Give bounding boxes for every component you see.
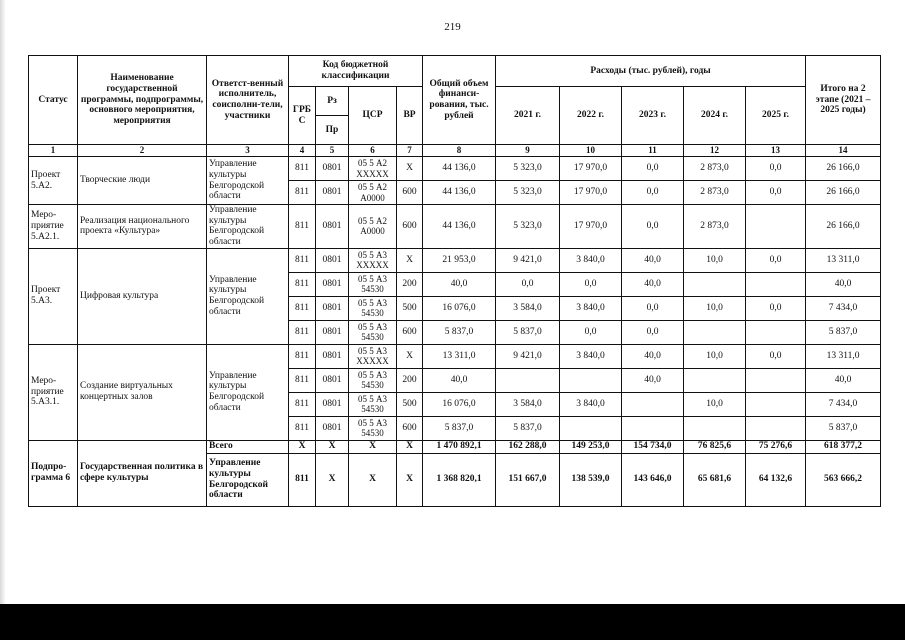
name-cell: Реализация национального проекта «Культура» — [78, 205, 207, 249]
y2023-cell: 0,0 — [622, 205, 684, 249]
vr-cell: 500 — [397, 392, 423, 416]
y2022-cell: 17 970,0 — [560, 157, 622, 181]
y2024-cell: 10,0 — [684, 344, 746, 368]
y2023-cell: 0,0 — [622, 296, 684, 320]
y2021-cell: 5 837,0 — [496, 320, 560, 344]
y2021-cell: 0,0 — [496, 272, 560, 296]
grbs-cell: 811 — [289, 157, 316, 181]
y2021-cell — [496, 368, 560, 392]
csr-cell: 05 5 А3 54530 — [349, 416, 397, 440]
stage-total-cell: 26 166,0 — [806, 205, 881, 249]
y2024-cell — [684, 368, 746, 392]
y2023-cell: 40,0 — [622, 248, 684, 272]
header-total-volume: Общий объем финанси-рования, тыс. рублей — [423, 56, 496, 145]
y2022-cell — [560, 416, 622, 440]
executor-cell: Управление культуры Белгородской области — [207, 205, 289, 249]
rz-pr-cell: 0801 — [316, 205, 349, 249]
y2023-cell: 143 646,0 — [622, 453, 684, 506]
header-expenses: Расходы (тыс. рублей), годы — [496, 56, 806, 87]
stage-total-cell: 618 377,2 — [806, 440, 881, 453]
rz-pr-cell: 0801 — [316, 416, 349, 440]
y2021-cell: 151 667,0 — [496, 453, 560, 506]
vr-cell: X — [397, 157, 423, 181]
executor-cell: Управление культуры Белгородской области — [207, 157, 289, 205]
rz-pr-cell: 0801 — [316, 181, 349, 205]
y2024-cell: 76 825,6 — [684, 440, 746, 453]
y2022-cell: 3 840,0 — [560, 248, 622, 272]
y2025-cell — [746, 320, 806, 344]
total-volume-cell: 1 368 820,1 — [423, 453, 496, 506]
stage-total-cell: 40,0 — [806, 368, 881, 392]
stage-total-cell: 5 837,0 — [806, 416, 881, 440]
y2025-cell — [746, 368, 806, 392]
csr-cell: X — [349, 453, 397, 506]
rz-pr-cell: 0801 — [316, 296, 349, 320]
y2021-cell: 5 837,0 — [496, 416, 560, 440]
csr-cell: 05 5 А3 54530 — [349, 272, 397, 296]
table-body — [29, 157, 881, 507]
grbs-cell: 811 — [289, 296, 316, 320]
grbs-cell: 811 — [289, 368, 316, 392]
rz-pr-cell: X — [316, 453, 349, 506]
table-row — [29, 205, 881, 249]
y2023-cell: 40,0 — [622, 368, 684, 392]
header-status: Статус — [29, 56, 78, 145]
y2024-cell — [684, 272, 746, 296]
name-cell: Цифровая культура — [78, 248, 207, 344]
header-name: Наименование государственной программы, подпрограммы, основного мероприятия, мероприятия — [78, 56, 207, 145]
executor-cell: Управление культуры Белгородской области — [207, 453, 289, 506]
csr-cell: 05 5 А3 54530 — [349, 368, 397, 392]
stage-total-cell: 5 837,0 — [806, 320, 881, 344]
table-row — [29, 344, 881, 368]
rz-pr-cell: 0801 — [316, 392, 349, 416]
y2023-cell: 40,0 — [622, 344, 684, 368]
column-number-row — [29, 145, 881, 157]
grbs-cell: 811 — [289, 416, 316, 440]
csr-cell: 05 5 А3 54530 — [349, 392, 397, 416]
y2021-cell: 162 288,0 — [496, 440, 560, 453]
y2024-cell: 10,0 — [684, 392, 746, 416]
y2022-cell: 3 840,0 — [560, 392, 622, 416]
rz-pr-cell: 0801 — [316, 157, 349, 181]
total-volume-cell: 13 311,0 — [423, 344, 496, 368]
vr-cell: 600 — [397, 320, 423, 344]
total-volume-cell: 1 470 892,1 — [423, 440, 496, 453]
stage-total-cell: 7 434,0 — [806, 392, 881, 416]
csr-cell: 05 5 А2 XXXXX — [349, 157, 397, 181]
header-budget-code: Код бюджетной классификации — [289, 56, 423, 87]
header-2025: 2025 г. — [746, 87, 806, 145]
name-cell: Творческие люди — [78, 157, 207, 205]
y2025-cell — [746, 392, 806, 416]
stage-total-cell: 26 166,0 — [806, 181, 881, 205]
y2021-cell: 5 323,0 — [496, 205, 560, 249]
y2025-cell — [746, 416, 806, 440]
stage-total-cell: 13 311,0 — [806, 344, 881, 368]
header-2021: 2021 г. — [496, 87, 560, 145]
y2023-cell — [622, 392, 684, 416]
vr-cell: 600 — [397, 416, 423, 440]
y2022-cell: 17 970,0 — [560, 205, 622, 249]
header-rz: Рз — [316, 87, 349, 116]
status-cell: Подпро-грамма 6 — [29, 440, 78, 506]
rz-pr-cell: X — [316, 440, 349, 453]
y2025-cell: 0,0 — [746, 344, 806, 368]
executor-cell: Управление культуры Белгородской области — [207, 344, 289, 440]
grbs-cell: 811 — [289, 272, 316, 296]
y2025-cell: 0,0 — [746, 157, 806, 181]
total-volume-cell: 5 837,0 — [423, 320, 496, 344]
header-vr: ВР — [397, 87, 423, 145]
y2023-cell: 40,0 — [622, 272, 684, 296]
vr-cell: 600 — [397, 181, 423, 205]
page-edge-shadow — [0, 0, 6, 604]
header-pr: Пр — [316, 116, 349, 145]
table-row — [29, 157, 881, 181]
y2024-cell — [684, 320, 746, 344]
y2023-cell: 154 734,0 — [622, 440, 684, 453]
total-volume-cell: 44 136,0 — [423, 181, 496, 205]
y2023-cell: 0,0 — [622, 157, 684, 181]
grbs-cell: X — [289, 440, 316, 453]
header-2022: 2022 г. — [560, 87, 622, 145]
vr-cell: X — [397, 344, 423, 368]
budget-table — [28, 55, 881, 507]
stage-total-cell: 563 666,2 — [806, 453, 881, 506]
vr-cell: X — [397, 248, 423, 272]
header-2024: 2024 г. — [684, 87, 746, 145]
y2024-cell — [684, 416, 746, 440]
csr-cell: 05 5 А3 XXXXX — [349, 248, 397, 272]
y2022-cell — [560, 368, 622, 392]
status-cell: Проект 5.А3. — [29, 248, 78, 344]
y2024-cell: 65 681,6 — [684, 453, 746, 506]
name-cell: Создание виртуальных концертных залов — [78, 344, 207, 440]
vr-cell: X — [397, 453, 423, 506]
vr-cell: 500 — [397, 296, 423, 320]
y2022-cell: 0,0 — [560, 320, 622, 344]
grbs-cell: 811 — [289, 181, 316, 205]
grbs-cell: 811 — [289, 392, 316, 416]
name-cell: Государственная политика в сфере культуры — [78, 440, 207, 506]
column-number: 12 — [684, 145, 746, 157]
column-number: 2 — [78, 145, 207, 157]
y2022-cell: 149 253,0 — [560, 440, 622, 453]
total-volume-cell: 21 953,0 — [423, 248, 496, 272]
column-number: 7 — [397, 145, 423, 157]
csr-cell: 05 5 А3 XXXXX — [349, 344, 397, 368]
y2023-cell: 0,0 — [622, 181, 684, 205]
total-volume-cell: 40,0 — [423, 272, 496, 296]
header-executor: Ответст-венный исполнитель, соисполни-тели, участники — [207, 56, 289, 145]
y2021-cell: 9 421,0 — [496, 248, 560, 272]
vr-cell: 600 — [397, 205, 423, 249]
vr-cell: 200 — [397, 368, 423, 392]
stage-total-cell: 40,0 — [806, 272, 881, 296]
rz-pr-cell: 0801 — [316, 320, 349, 344]
column-number: 5 — [316, 145, 349, 157]
y2021-cell: 9 421,0 — [496, 344, 560, 368]
status-cell: Меро-приятие 5.А3.1. — [29, 344, 78, 440]
y2022-cell: 0,0 — [560, 272, 622, 296]
executor-cell: Всего — [207, 440, 289, 453]
stage-total-cell: 13 311,0 — [806, 248, 881, 272]
column-number: 11 — [622, 145, 684, 157]
column-number: 14 — [806, 145, 881, 157]
csr-cell: 05 5 А3 54530 — [349, 320, 397, 344]
header-2023: 2023 г. — [622, 87, 684, 145]
y2024-cell: 10,0 — [684, 248, 746, 272]
stage-total-cell: 7 434,0 — [806, 296, 881, 320]
y2022-cell: 17 970,0 — [560, 181, 622, 205]
y2022-cell: 3 840,0 — [560, 344, 622, 368]
total-volume-cell: 16 076,0 — [423, 392, 496, 416]
y2025-cell — [746, 205, 806, 249]
status-cell: Меро-приятие 5.А2.1. — [29, 205, 78, 249]
column-number: 4 — [289, 145, 316, 157]
y2022-cell: 138 539,0 — [560, 453, 622, 506]
vr-cell: X — [397, 440, 423, 453]
total-volume-cell: 44 136,0 — [423, 157, 496, 181]
total-volume-cell: 5 837,0 — [423, 416, 496, 440]
y2024-cell: 2 873,0 — [684, 157, 746, 181]
grbs-cell: 811 — [289, 453, 316, 506]
rz-pr-cell: 0801 — [316, 344, 349, 368]
csr-cell: 05 5 А2 А0000 — [349, 181, 397, 205]
total-volume-cell: 40,0 — [423, 368, 496, 392]
csr-cell: 05 5 А3 54530 — [349, 296, 397, 320]
executor-cell: Управление культуры Белгородской области — [207, 248, 289, 344]
vr-cell: 200 — [397, 272, 423, 296]
y2021-cell: 3 584,0 — [496, 392, 560, 416]
grbs-cell: 811 — [289, 344, 316, 368]
column-number: 9 — [496, 145, 560, 157]
stage-total-cell: 26 166,0 — [806, 157, 881, 181]
table-row — [29, 248, 881, 272]
grbs-cell: 811 — [289, 320, 316, 344]
page-number: 219 — [444, 21, 461, 33]
y2021-cell: 5 323,0 — [496, 157, 560, 181]
csr-cell: X — [349, 440, 397, 453]
header-stage-total: Итого на 2 этапе (2021 – 2025 годы) — [806, 56, 881, 145]
column-number: 10 — [560, 145, 622, 157]
grbs-cell: 811 — [289, 205, 316, 249]
rz-pr-cell: 0801 — [316, 248, 349, 272]
rz-pr-cell: 0801 — [316, 368, 349, 392]
column-number: 6 — [349, 145, 397, 157]
column-number: 8 — [423, 145, 496, 157]
csr-cell: 05 5 А2 А0000 — [349, 205, 397, 249]
header-csr: ЦСР — [349, 87, 397, 145]
y2024-cell: 2 873,0 — [684, 181, 746, 205]
column-number: 13 — [746, 145, 806, 157]
y2021-cell: 3 584,0 — [496, 296, 560, 320]
total-volume-cell: 16 076,0 — [423, 296, 496, 320]
y2025-cell: 0,0 — [746, 181, 806, 205]
y2025-cell — [746, 272, 806, 296]
y2025-cell: 0,0 — [746, 296, 806, 320]
subprogram-total-row — [29, 440, 881, 453]
column-number: 3 — [207, 145, 289, 157]
status-cell: Проект 5.А2. — [29, 157, 78, 205]
y2024-cell: 2 873,0 — [684, 205, 746, 249]
y2023-cell: 0,0 — [622, 320, 684, 344]
y2025-cell: 64 132,6 — [746, 453, 806, 506]
grbs-cell: 811 — [289, 248, 316, 272]
table-header — [29, 56, 881, 157]
y2022-cell: 3 840,0 — [560, 296, 622, 320]
y2024-cell: 10,0 — [684, 296, 746, 320]
column-number: 1 — [29, 145, 78, 157]
y2023-cell — [622, 416, 684, 440]
rz-pr-cell: 0801 — [316, 272, 349, 296]
total-volume-cell: 44 136,0 — [423, 205, 496, 249]
y2025-cell: 0,0 — [746, 248, 806, 272]
header-grbs: ГРБ С — [289, 87, 316, 145]
y2025-cell: 75 276,6 — [746, 440, 806, 453]
y2021-cell: 5 323,0 — [496, 181, 560, 205]
